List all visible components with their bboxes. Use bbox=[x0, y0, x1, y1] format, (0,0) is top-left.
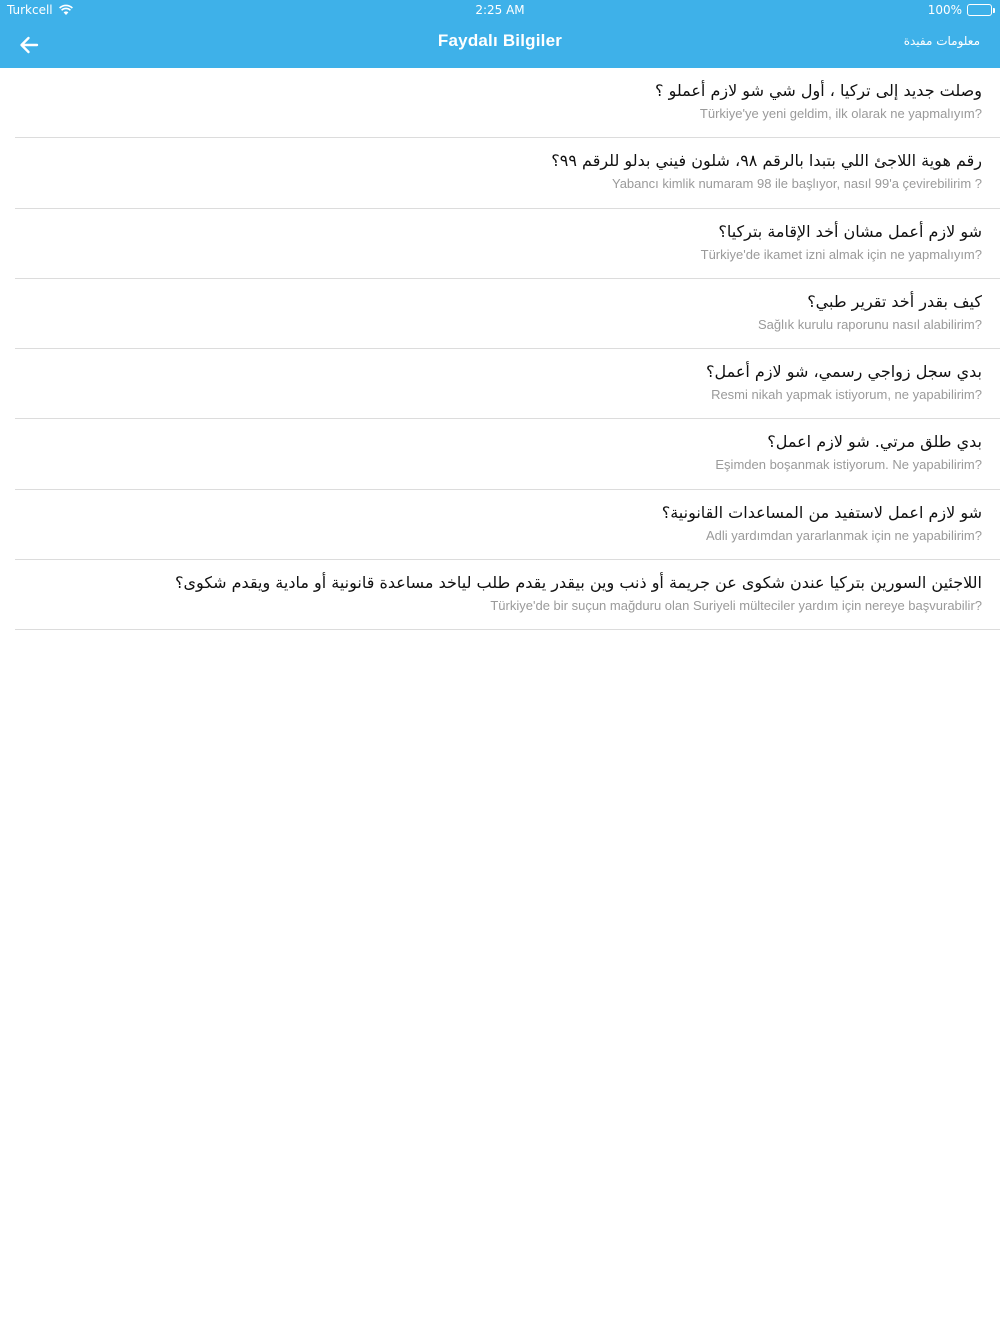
battery-percent: 100% bbox=[927, 3, 962, 17]
battery-status bbox=[928, 3, 992, 17]
item-subtitle-turkish: Türkiye'ye yeni geldim, ilk olarak ne yapmalıyım? bbox=[699, 106, 982, 121]
item-title-arabic: شو لازم اعمل لاستفيد من المساعدات القانونية؟ bbox=[661, 502, 982, 522]
app-header bbox=[0, 0, 1000, 68]
list-item[interactable] bbox=[15, 138, 1000, 208]
item-subtitle-turkish: Türkiye'de bir suçun mağduru olan Suriyeli mülteciler yardım için nereye başvurabilir? bbox=[490, 598, 982, 614]
list-item[interactable] bbox=[15, 279, 1000, 349]
list-item[interactable] bbox=[15, 349, 1000, 419]
item-title-arabic: شو لازم أعمل مشان أخد الإقامة بتركيا؟ bbox=[718, 221, 982, 241]
navigation-bar bbox=[0, 22, 1000, 68]
item-title-arabic: بدي سجل زواجي رسمي، شو لازم أعمل؟ bbox=[705, 362, 982, 382]
item-title-arabic: اللاجئين السورين بتركيا عندن شكوى عن جريمة أو ذنب وين بيقدر يقدم طلب لياخد مساعدة قانونية أو مادية ويقدم شكوى؟ bbox=[175, 573, 982, 593]
page-title: Faydalı Bilgiler bbox=[437, 31, 563, 50]
item-subtitle-turkish: Eşimden boşanmak istiyorum. Ne yapabilirim? bbox=[715, 457, 982, 473]
status-bar bbox=[0, 0, 1000, 22]
list-item[interactable] bbox=[15, 419, 1000, 489]
item-title-arabic: رقم هوية اللاجئ اللي بتبدا بالرقم ٩٨، شلون فيني بدلو للرقم ٩٩؟ bbox=[551, 151, 982, 171]
item-title-arabic: وصلت جديد إلى تركيا ، أول شي شو لازم أعملو ؟ bbox=[654, 81, 982, 100]
list-item[interactable] bbox=[15, 490, 1000, 560]
item-title-arabic: بدي طلق مرتي. شو لازم اعمل؟ bbox=[767, 432, 982, 452]
carrier-name: Turkcell bbox=[7, 3, 53, 17]
battery-icon bbox=[967, 4, 992, 16]
list-item[interactable] bbox=[15, 68, 1000, 138]
list-item[interactable] bbox=[15, 209, 1000, 279]
item-subtitle-turkish: Yabancı kimlik numaram 98 ile başlıyor, nasıl 99'a çevirebilirim ? bbox=[611, 176, 982, 192]
item-subtitle-turkish: Sağlık kurulu raporunu nasıl alabilirim? bbox=[757, 316, 982, 332]
faq-list bbox=[15, 68, 1000, 630]
item-subtitle-turkish: Resmi nikah yapmak istiyorum, ne yapabilirim? bbox=[711, 387, 982, 403]
language-label[interactable]: معلومات مفيدة bbox=[903, 34, 980, 48]
item-title-arabic: كيف بقدر أخد تقرير طبي؟ bbox=[807, 291, 982, 311]
list-item[interactable] bbox=[15, 560, 1000, 630]
item-subtitle-turkish: Türkiye'de ikamet izni almak için ne yapmalıyım? bbox=[700, 246, 982, 262]
item-subtitle-turkish: Adli yardımdan yararlanmak için ne yapabilirim? bbox=[705, 527, 982, 543]
status-time: 2:25 AM bbox=[475, 3, 525, 17]
